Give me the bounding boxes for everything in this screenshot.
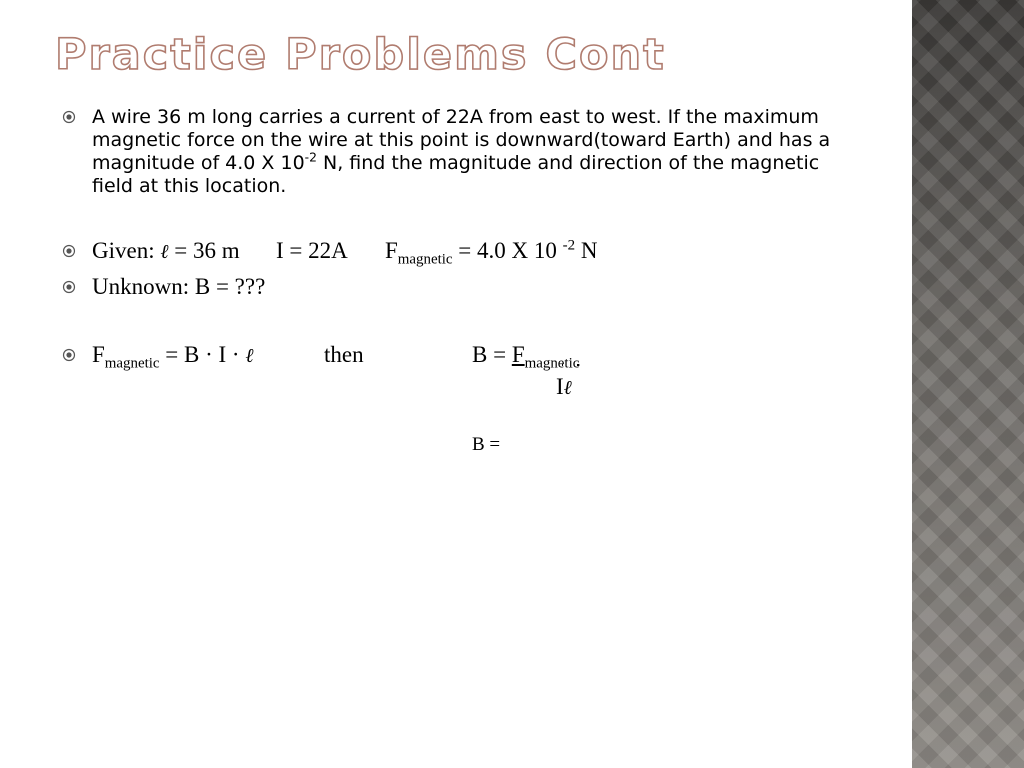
answer-line: B = [472,434,501,455]
given-label: Given: [92,238,155,263]
length-symbol: ℓ [160,242,169,263]
denominator-length: ℓ [563,378,572,399]
decorative-side-band [912,0,1024,768]
given-length: = 36 m [168,238,240,263]
problem-exponent: -2 [304,150,317,165]
problem-text-part-2: N, find the magnitude and direction of the magnetic field at this location. [92,152,820,197]
formula-force [92,342,253,370]
formula-then: then [324,342,364,367]
force-exponent: -2 [562,237,576,254]
formula-length-symbol: ℓ [245,346,254,367]
force-value: = 4.0 X 10 [452,238,563,263]
denominator-i: I [556,374,564,399]
formula-b-solution [472,342,580,372]
formula-force-subscript: magnetic [104,355,160,372]
formula-b-equals: B = [472,342,512,367]
force-subscript: magnetic [397,251,453,268]
circle-dot-bullet-icon [62,244,76,258]
circle-dot-bullet-icon [62,280,76,294]
given-current: I = 22A [276,238,348,263]
numerator-symbol: F [511,342,525,367]
given-force [385,237,598,268]
given-line [92,238,240,266]
force-unit: N [575,238,598,263]
formula-denominator [556,374,572,402]
numerator-subscript: magnetic [524,355,580,372]
formula-force-symbol: F [92,342,105,367]
problem-statement [92,106,852,198]
unknown-line: Unknown: B = ??? [92,274,266,299]
formula-numerator [511,342,580,372]
formula-rhs: = B · I · [159,342,246,367]
circle-dot-bullet-icon [62,110,76,124]
circle-dot-bullet-icon [62,348,76,362]
problem-text-part-1: A wire 36 m long carries a current of 22A from east to west. If the maximum magnetic force on the wire at this point is downward(toward Earth) and has a magnitude of 4.0 X 10 [92,106,831,174]
slide-title: Practice Problems Cont [55,30,666,80]
force-symbol: F [385,238,398,263]
